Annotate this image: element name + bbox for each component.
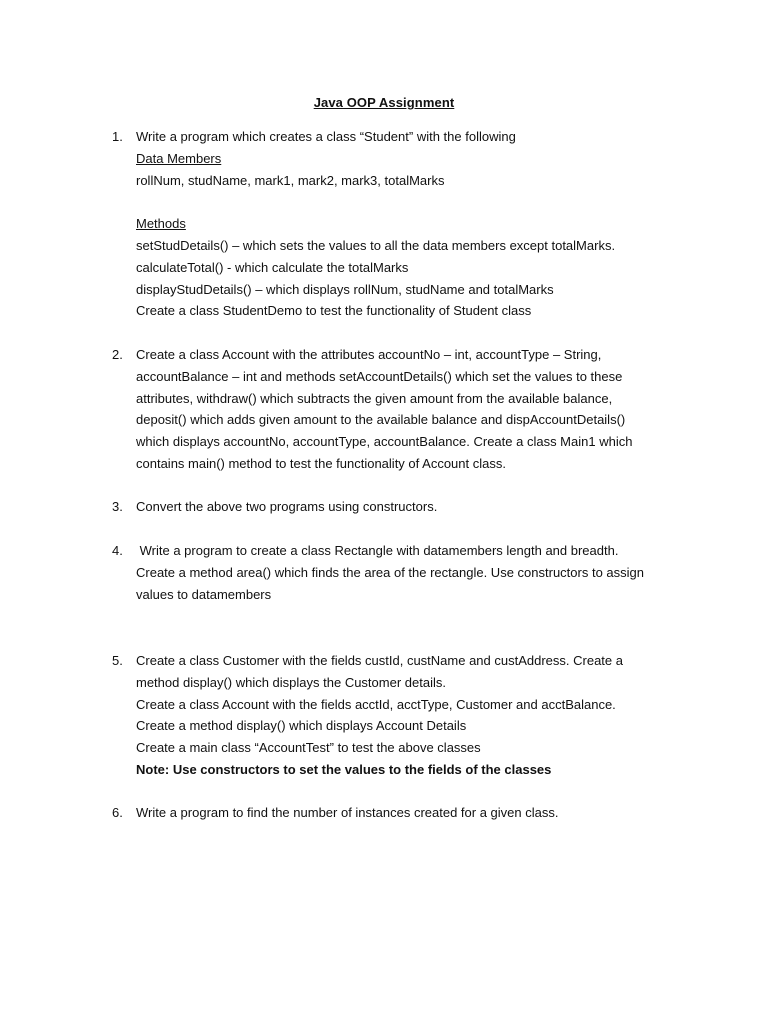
item-line: values to datamembers <box>136 586 272 602</box>
method-line: displayStudDetails() – which displays rollNum, studName and totalMarks <box>136 281 554 297</box>
data-members-heading: Data Members <box>136 150 222 166</box>
item-line: Create a method display() which displays Account Details <box>136 718 467 734</box>
list-item-2 <box>112 344 712 475</box>
item-line: accountBalance – int and methods setAccountDetails() which set the values to these <box>136 368 623 384</box>
item-line: attributes, withdraw() which subtracts the given amount from the available balance, <box>136 390 613 406</box>
item-number: 1. <box>112 129 123 144</box>
item-body <box>136 496 712 518</box>
item-line: Write a program to create a class Rectangle with datamembers length and breadth. <box>136 543 619 558</box>
item-line: Create a class Account with the fields acctId, acctType, Customer and acctBalance. <box>136 696 616 712</box>
item-intro: Write a program which creates a class “Student” with the following <box>136 129 516 144</box>
item-line: method display() which displays the Customer details. <box>136 674 446 690</box>
spacer <box>136 191 712 213</box>
item-line: Convert the above two programs using constructors. <box>136 499 438 514</box>
item-number: 3. <box>112 499 123 514</box>
list-item-3 <box>112 496 712 518</box>
item-line: Create a class Customer with the fields custId, custName and custAddress. Create a <box>136 653 623 668</box>
item-line: Create a main class “AccountTest” to test the above classes <box>136 740 481 756</box>
item-number: 4. <box>112 543 123 558</box>
item-number: 6. <box>112 805 123 820</box>
item-line: Write a program to find the number of instances created for a given class. <box>136 805 559 820</box>
item-line: contains main() method to test the functionality of Account class. <box>136 455 506 471</box>
list-item-1 <box>112 126 712 322</box>
item-body <box>136 344 712 475</box>
item-note: Note: Use constructors to set the values to the fields of the classes <box>136 761 552 777</box>
page-title: Java OOP Assignment <box>313 95 455 110</box>
item-body <box>136 126 712 322</box>
item-line: Create a method area() which finds the area of the rectangle. Use constructors to assign <box>136 564 644 580</box>
method-line: setStudDetails() – which sets the values to all the data members except totalMarks. <box>136 237 616 253</box>
methods-heading: Methods <box>136 216 186 232</box>
item-body <box>136 650 712 781</box>
method-line: Create a class StudentDemo to test the functionality of Student class <box>136 303 532 319</box>
item-line: deposit() which adds given amount to the available balance and dispAccountDetails() <box>136 412 626 428</box>
method-line: calculateTotal() - which calculate the totalMarks <box>136 259 409 275</box>
list-item-5 <box>112 650 712 781</box>
list-item-4 <box>112 540 712 605</box>
item-number: 2. <box>112 347 123 362</box>
item-line: which displays accountNo, accountType, accountBalance. Create a class Main1 which <box>136 434 633 450</box>
item-line: Create a class Account with the attributes accountNo – int, accountType – String, <box>136 347 602 362</box>
item-number: 5. <box>112 653 123 668</box>
item-body <box>136 802 712 824</box>
list-item-6 <box>112 802 712 824</box>
item-body <box>136 540 712 605</box>
data-members-list: rollNum, studName, mark1, mark2, mark3, totalMarks <box>136 172 445 188</box>
